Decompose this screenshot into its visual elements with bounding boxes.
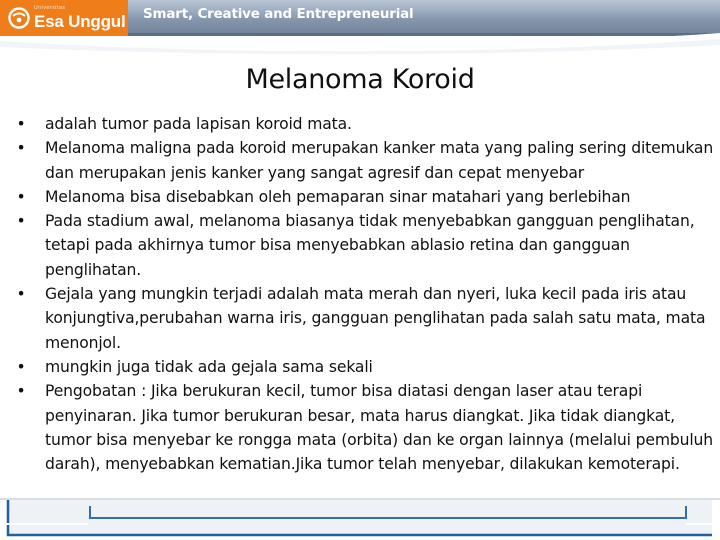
bullet-dot-icon: •: [16, 139, 26, 158]
bullet-dot-icon: •: [16, 115, 26, 133]
bullet-dot-icon: •: [16, 285, 26, 304]
logo-emblem-icon: [8, 7, 30, 29]
logo-subtext: Universitas: [34, 5, 66, 11]
bullet-item: [14, 379, 714, 476]
logo-name: Esa Unggul: [34, 12, 126, 31]
bullet-item: [14, 185, 714, 209]
bullet-dot-icon: •: [16, 382, 26, 401]
bullet-text: adalah tumor pada lapisan koroid mata.: [45, 115, 352, 133]
bullet-dot-icon: •: [16, 357, 26, 376]
university-logo[interactable]: [0, 0, 128, 36]
header-tagline: Smart, Creative and Entrepreneurial: [143, 6, 414, 22]
bullet-text: Melanoma maligna pada koroid merupakan kanker mata yang paling sering ditemukan dan merupakan jenis kanker yang sangat agresif dan cepat menyebar: [45, 139, 714, 182]
bullet-text: Gejala yang mungkin terjadi adalah mata merah dan nyeri, luka kecil pada iris atau konjungtiva,perubahan warna iris, gangguan penglihatan pada salah satu mata, mata menonjol.: [45, 285, 706, 352]
bullet-text: mungkin juga tidak ada gejala sama sekali: [45, 357, 373, 376]
bullet-text: Pada stadium awal, melanoma biasanya tidak menyebabkan gangguan penglihatan, tetapi pada akhirnya tumor bisa menyebabkan ablasio retina dan gangguan penglihatan.: [45, 212, 695, 279]
bullet-dot-icon: •: [16, 187, 26, 206]
bullet-text: Pengobatan : Jika berukuran kecil, tumor bisa diatasi dengan laser atau terapi penyinaran. Jika tumor berukuran besar, mata harus diangkat. Jika tidak diangkat, tumor bisa menyebar ke rongga mata (orbita) dan ke organ lainnya (melalui pembuluh darah), menyebabkan kematian.Jika tumor telah menyebar, dilakukan kemoterapi.: [45, 382, 713, 474]
bullet-dot-icon: •: [16, 212, 26, 231]
bullet-item: [14, 136, 714, 185]
footer-frame-decoration: [0, 494, 720, 540]
bullet-item: [14, 209, 714, 282]
bullet-text: Melanoma bisa disebabkan oleh pemaparan sinar matahari yang berlebihan: [45, 187, 631, 206]
bullet-list: [14, 112, 714, 476]
bullet-item: [14, 282, 714, 355]
bullet-item: [14, 112, 714, 136]
slide-title: Melanoma Koroid: [245, 64, 475, 95]
bullet-item: [14, 355, 714, 379]
